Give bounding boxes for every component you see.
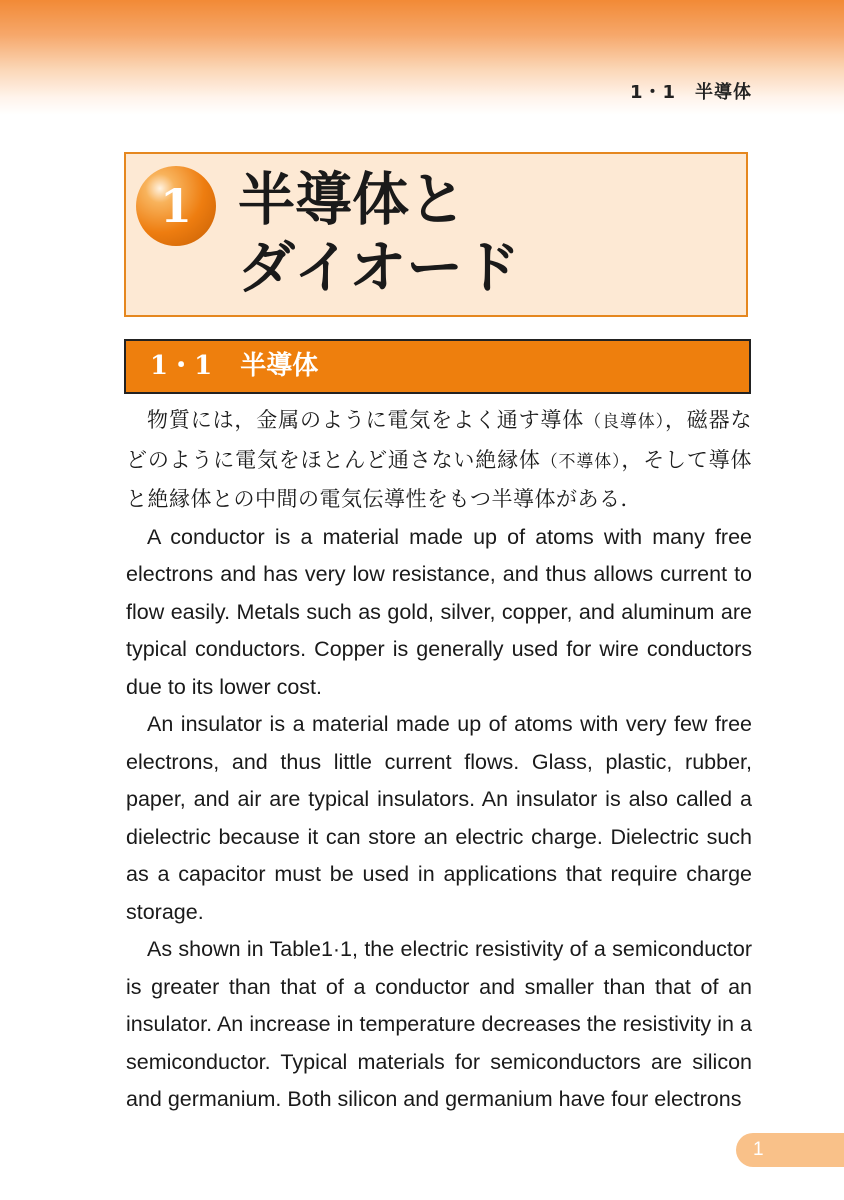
- paragraph-conductor: A conductor is a material made up of atoms with many free electrons and has very low resistance, and thus allows current to flow easily. Metals such as gold, silver, copper, and aluminum are typical conductors. Copper is generally used for wire conductors due to its lower cost.: [126, 524, 752, 699]
- chapter-title-line1: 半導体と: [238, 167, 466, 233]
- chapter-number-badge: 1: [136, 166, 216, 246]
- section-number: 1・1: [150, 351, 213, 381]
- jp-paren-1: （良導体）: [584, 412, 665, 432]
- running-header: 1・1 半導体: [629, 82, 752, 103]
- chapter-title-line2: ダイオード: [238, 235, 521, 301]
- paragraph-semiconductor: As shown in Table1·1, the electric resistivity of a semiconductor is greater than that of a conductor and smaller than that of an insulator. An increase in temperature decreases the resistivity in a semiconductor. Typical materials for semiconductors are silicon and germanium. Both silicon and germanium have four electrons: [126, 937, 752, 1111]
- body-text: [126, 402, 752, 1119]
- page-number-tab: 1: [736, 1133, 844, 1167]
- section-title: 半導体: [240, 351, 319, 381]
- paragraph-insulator: An insulator is a material made up of atoms with very few free electrons, and thus little current flows. Glass, plastic, rubber, paper, and air are typical insulators. An insulator is also called a dielectric because it can store an electric charge. Dielectric such as a capacitor must be used in applications that require charge storage.: [126, 712, 752, 924]
- jp-text-2: ，磁器などのように電気をほとんど通さない絶縁体: [126, 408, 753, 472]
- jp-text-3: ，そして導体と絶縁体との中間の電気伝導性をもつ半導体がある．: [126, 447, 753, 511]
- chapter-title: [238, 166, 738, 302]
- chapter-title-box: [124, 152, 748, 317]
- jp-paren-2: （不導体）: [540, 451, 622, 472]
- paragraph-japanese: [126, 402, 752, 519]
- jp-text-1: 物質には，金属のように電気をよく通す導体: [147, 408, 585, 432]
- section-heading: [124, 339, 751, 394]
